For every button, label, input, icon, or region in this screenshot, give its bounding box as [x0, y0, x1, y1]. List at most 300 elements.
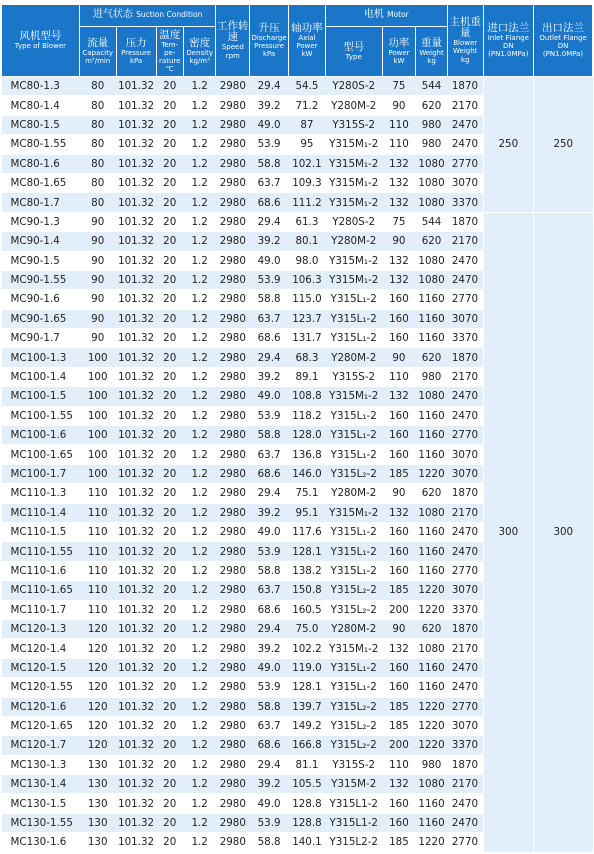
- cell-axial-power: 68.3: [289, 348, 326, 367]
- cell-motor-type: Y315S-2: [325, 367, 382, 386]
- cell-capacity: 100: [79, 367, 116, 386]
- cell-motor-type: Y315L₁-2: [325, 678, 382, 697]
- cell-speed: 2980: [216, 406, 250, 425]
- cell-blower-weight: 2470: [447, 542, 483, 561]
- cell-motor-type: Y315L₁-2: [325, 426, 382, 445]
- cell-axial-power: 108.8: [289, 387, 326, 406]
- cell-temperature: 20: [156, 678, 183, 697]
- cell-speed: 2980: [216, 232, 250, 251]
- cell-axial-power: 102.1: [289, 154, 326, 173]
- cell-motor-power: 160: [382, 794, 416, 813]
- cell-pressure: 101.32: [116, 678, 156, 697]
- cell-density: 1.2: [183, 96, 216, 115]
- cell-axial-power: 102.2: [289, 639, 326, 658]
- cell-motor-type: Y280M-2: [325, 348, 382, 367]
- cell-discharge-pressure: 53.9: [250, 678, 289, 697]
- cell-motor-type: Y280S-2: [325, 77, 382, 96]
- cell-model: MC120-1.65: [2, 716, 80, 735]
- cell-motor-weight: 980: [416, 135, 448, 154]
- cell-speed: 2980: [216, 794, 250, 813]
- cell-density: 1.2: [183, 77, 216, 96]
- cell-motor-weight: 1160: [416, 813, 448, 832]
- header-temperature: 温度 Tem-pe-rature ℃: [156, 27, 183, 77]
- cell-pressure: 101.32: [116, 348, 156, 367]
- cell-pressure: 101.32: [116, 309, 156, 328]
- cell-density: 1.2: [183, 232, 216, 251]
- cell-blower-weight: 3070: [447, 445, 483, 464]
- cell-pressure: 101.32: [116, 232, 156, 251]
- cell-density: 1.2: [183, 658, 216, 677]
- cell-blower-weight: 3370: [447, 736, 483, 755]
- cell-speed: 2980: [216, 755, 250, 774]
- cell-model: MC120-1.6: [2, 697, 80, 716]
- cell-axial-power: 98.0: [289, 251, 326, 270]
- cell-motor-power: 185: [382, 464, 416, 483]
- cell-motor-power: 160: [382, 678, 416, 697]
- cell-pressure: 101.32: [116, 251, 156, 270]
- cell-speed: 2980: [216, 716, 250, 735]
- cell-discharge-pressure: 63.7: [250, 173, 289, 192]
- cell-pressure: 101.32: [116, 290, 156, 309]
- cell-speed: 2980: [216, 329, 250, 348]
- cell-temperature: 20: [156, 697, 183, 716]
- cell-temperature: 20: [156, 290, 183, 309]
- cell-motor-type: Y315L₂-2: [325, 716, 382, 735]
- cell-motor-power: 90: [382, 232, 416, 251]
- cell-motor-power: 160: [382, 542, 416, 561]
- cell-model: MC90-1.4: [2, 232, 80, 251]
- cell-blower-weight: 3070: [447, 464, 483, 483]
- inlet-flange-dn: 300: [483, 212, 533, 852]
- header-discharge-pressure: 升压 Discharge Pressure kPa: [250, 5, 289, 77]
- cell-capacity: 100: [79, 426, 116, 445]
- cell-axial-power: 140.1: [289, 833, 326, 852]
- cell-temperature: 20: [156, 833, 183, 852]
- cell-model: MC120-1.7: [2, 736, 80, 755]
- cell-capacity: 110: [79, 503, 116, 522]
- cell-density: 1.2: [183, 309, 216, 328]
- cell-pressure: 101.32: [116, 775, 156, 794]
- cell-axial-power: 166.8: [289, 736, 326, 755]
- cell-temperature: 20: [156, 232, 183, 251]
- cell-capacity: 90: [79, 329, 116, 348]
- cell-density: 1.2: [183, 115, 216, 134]
- cell-model: MC90-1.65: [2, 309, 80, 328]
- cell-density: 1.2: [183, 348, 216, 367]
- cell-model: MC130-1.55: [2, 813, 80, 832]
- cell-temperature: 20: [156, 387, 183, 406]
- cell-temperature: 20: [156, 581, 183, 600]
- cell-speed: 2980: [216, 639, 250, 658]
- cell-temperature: 20: [156, 348, 183, 367]
- cell-density: 1.2: [183, 813, 216, 832]
- cell-density: 1.2: [183, 445, 216, 464]
- cell-temperature: 20: [156, 619, 183, 638]
- cell-density: 1.2: [183, 542, 216, 561]
- cell-motor-power: 200: [382, 600, 416, 619]
- cell-motor-type: Y315L₂-2: [325, 581, 382, 600]
- cell-axial-power: 80.1: [289, 232, 326, 251]
- cell-motor-weight: 1160: [416, 426, 448, 445]
- cell-motor-type: Y315L₂-2: [325, 697, 382, 716]
- cell-blower-weight: 2470: [447, 794, 483, 813]
- cell-blower-weight: 2770: [447, 697, 483, 716]
- cell-model: MC110-1.55: [2, 542, 80, 561]
- cell-axial-power: 61.3: [289, 212, 326, 231]
- cell-temperature: 20: [156, 135, 183, 154]
- cell-density: 1.2: [183, 154, 216, 173]
- cell-capacity: 130: [79, 755, 116, 774]
- cell-motor-power: 110: [382, 115, 416, 134]
- cell-pressure: 101.32: [116, 329, 156, 348]
- cell-discharge-pressure: 58.8: [250, 426, 289, 445]
- cell-speed: 2980: [216, 96, 250, 115]
- cell-discharge-pressure: 49.0: [250, 522, 289, 541]
- cell-discharge-pressure: 29.4: [250, 619, 289, 638]
- cell-discharge-pressure: 29.4: [250, 77, 289, 96]
- cell-motor-power: 200: [382, 736, 416, 755]
- cell-motor-power: 160: [382, 329, 416, 348]
- cell-motor-power: 132: [382, 775, 416, 794]
- cell-blower-weight: 2170: [447, 639, 483, 658]
- cell-motor-weight: 620: [416, 96, 448, 115]
- cell-motor-power: 185: [382, 697, 416, 716]
- cell-motor-power: 132: [382, 639, 416, 658]
- cell-capacity: 100: [79, 406, 116, 425]
- cell-density: 1.2: [183, 135, 216, 154]
- cell-motor-weight: 1160: [416, 658, 448, 677]
- cell-motor-type: Y280M-2: [325, 232, 382, 251]
- cell-motor-weight: 1160: [416, 406, 448, 425]
- cell-discharge-pressure: 68.6: [250, 600, 289, 619]
- cell-temperature: 20: [156, 251, 183, 270]
- cell-speed: 2980: [216, 193, 250, 212]
- cell-density: 1.2: [183, 464, 216, 483]
- cell-density: 1.2: [183, 367, 216, 386]
- cell-pressure: 101.32: [116, 212, 156, 231]
- cell-blower-weight: 2170: [447, 96, 483, 115]
- cell-temperature: 20: [156, 755, 183, 774]
- cell-discharge-pressure: 29.4: [250, 212, 289, 231]
- cell-motor-type: Y315L₁-2: [325, 329, 382, 348]
- cell-pressure: 101.32: [116, 794, 156, 813]
- cell-axial-power: 128.8: [289, 794, 326, 813]
- cell-model: MC110-1.65: [2, 581, 80, 600]
- cell-motor-type: Y315M-2: [325, 775, 382, 794]
- cell-motor-power: 160: [382, 561, 416, 580]
- cell-capacity: 120: [79, 697, 116, 716]
- cell-discharge-pressure: 39.2: [250, 639, 289, 658]
- cell-axial-power: 149.2: [289, 716, 326, 735]
- cell-speed: 2980: [216, 135, 250, 154]
- cell-discharge-pressure: 49.0: [250, 658, 289, 677]
- cell-capacity: 90: [79, 232, 116, 251]
- cell-capacity: 100: [79, 464, 116, 483]
- cell-motor-power: 185: [382, 716, 416, 735]
- cell-temperature: 20: [156, 406, 183, 425]
- header-blower-type: 风机型号 Type of Blower: [2, 5, 80, 77]
- header-motor: 电机 Motor: [325, 5, 447, 27]
- cell-model: MC80-1.65: [2, 173, 80, 192]
- cell-blower-weight: 2470: [447, 387, 483, 406]
- cell-discharge-pressure: 63.7: [250, 581, 289, 600]
- cell-capacity: 120: [79, 716, 116, 735]
- cell-axial-power: 87: [289, 115, 326, 134]
- cell-axial-power: 139.7: [289, 697, 326, 716]
- cell-motor-power: 90: [382, 484, 416, 503]
- cell-capacity: 80: [79, 173, 116, 192]
- cell-density: 1.2: [183, 503, 216, 522]
- cell-speed: 2980: [216, 154, 250, 173]
- cell-density: 1.2: [183, 387, 216, 406]
- cell-density: 1.2: [183, 755, 216, 774]
- cell-axial-power: 106.3: [289, 270, 326, 289]
- cell-axial-power: 109.3: [289, 173, 326, 192]
- cell-motor-power: 160: [382, 658, 416, 677]
- cell-speed: 2980: [216, 619, 250, 638]
- cell-motor-power: 132: [382, 270, 416, 289]
- cell-motor-type: Y315M₁-2: [325, 154, 382, 173]
- cell-capacity: 80: [79, 96, 116, 115]
- cell-density: 1.2: [183, 290, 216, 309]
- cell-blower-weight: 3370: [447, 193, 483, 212]
- cell-discharge-pressure: 29.4: [250, 484, 289, 503]
- cell-discharge-pressure: 63.7: [250, 716, 289, 735]
- cell-density: 1.2: [183, 678, 216, 697]
- cell-blower-weight: 1870: [447, 348, 483, 367]
- cell-discharge-pressure: 53.9: [250, 270, 289, 289]
- cell-axial-power: 128.8: [289, 813, 326, 832]
- cell-motor-weight: 620: [416, 484, 448, 503]
- cell-model: MC80-1.4: [2, 96, 80, 115]
- cell-temperature: 20: [156, 658, 183, 677]
- cell-capacity: 120: [79, 678, 116, 697]
- cell-model: MC80-1.55: [2, 135, 80, 154]
- cell-density: 1.2: [183, 212, 216, 231]
- cell-speed: 2980: [216, 426, 250, 445]
- cell-motor-weight: 1160: [416, 329, 448, 348]
- cell-discharge-pressure: 39.2: [250, 367, 289, 386]
- cell-blower-weight: 3370: [447, 600, 483, 619]
- cell-motor-power: 110: [382, 367, 416, 386]
- cell-motor-weight: 1160: [416, 522, 448, 541]
- cell-speed: 2980: [216, 348, 250, 367]
- cell-motor-type: Y315M₁-2: [325, 173, 382, 192]
- cell-temperature: 20: [156, 522, 183, 541]
- cell-discharge-pressure: 58.8: [250, 833, 289, 852]
- cell-motor-weight: 1080: [416, 387, 448, 406]
- cell-temperature: 20: [156, 173, 183, 192]
- cell-speed: 2980: [216, 387, 250, 406]
- cell-model: MC120-1.4: [2, 639, 80, 658]
- cell-motor-weight: 1160: [416, 290, 448, 309]
- cell-motor-type: Y315L1-2: [325, 813, 382, 832]
- cell-density: 1.2: [183, 600, 216, 619]
- cell-pressure: 101.32: [116, 387, 156, 406]
- header-capacity: 流量 Capacity m³/min: [79, 27, 116, 77]
- cell-pressure: 101.32: [116, 173, 156, 192]
- cell-temperature: 20: [156, 736, 183, 755]
- cell-motor-weight: 1220: [416, 581, 448, 600]
- cell-capacity: 90: [79, 309, 116, 328]
- cell-temperature: 20: [156, 77, 183, 96]
- cell-blower-weight: 2170: [447, 775, 483, 794]
- cell-motor-power: 132: [382, 387, 416, 406]
- cell-motor-power: 160: [382, 290, 416, 309]
- cell-motor-power: 160: [382, 813, 416, 832]
- cell-motor-type: Y280M-2: [325, 619, 382, 638]
- cell-motor-weight: 1160: [416, 445, 448, 464]
- cell-density: 1.2: [183, 833, 216, 852]
- cell-motor-power: 90: [382, 619, 416, 638]
- cell-motor-type: Y315S-2: [325, 755, 382, 774]
- cell-pressure: 101.32: [116, 639, 156, 658]
- cell-temperature: 20: [156, 329, 183, 348]
- cell-blower-weight: 3370: [447, 329, 483, 348]
- cell-capacity: 110: [79, 522, 116, 541]
- cell-pressure: 101.32: [116, 484, 156, 503]
- cell-speed: 2980: [216, 173, 250, 192]
- inlet-flange-dn: 250: [483, 77, 533, 213]
- cell-speed: 2980: [216, 77, 250, 96]
- cell-motor-weight: 1160: [416, 794, 448, 813]
- cell-motor-weight: 544: [416, 212, 448, 231]
- cell-capacity: 110: [79, 581, 116, 600]
- cell-temperature: 20: [156, 464, 183, 483]
- cell-pressure: 101.32: [116, 154, 156, 173]
- cell-motor-weight: 544: [416, 77, 448, 96]
- cell-speed: 2980: [216, 678, 250, 697]
- cell-temperature: 20: [156, 639, 183, 658]
- cell-motor-type: Y315L₁-2: [325, 445, 382, 464]
- cell-motor-type: Y315L₁-2: [325, 658, 382, 677]
- header-motor-power: 功率 Power kW: [382, 27, 416, 77]
- cell-capacity: 120: [79, 658, 116, 677]
- cell-density: 1.2: [183, 484, 216, 503]
- header-pressure: 压力 Pressure kPa: [116, 27, 156, 77]
- cell-motor-weight: 620: [416, 348, 448, 367]
- cell-motor-weight: 1160: [416, 561, 448, 580]
- cell-motor-weight: 1080: [416, 193, 448, 212]
- cell-model: MC90-1.6: [2, 290, 80, 309]
- cell-density: 1.2: [183, 426, 216, 445]
- cell-axial-power: 81.1: [289, 755, 326, 774]
- cell-motor-weight: 1220: [416, 697, 448, 716]
- cell-speed: 2980: [216, 445, 250, 464]
- cell-motor-weight: 980: [416, 115, 448, 134]
- cell-pressure: 101.32: [116, 367, 156, 386]
- cell-discharge-pressure: 49.0: [250, 794, 289, 813]
- cell-axial-power: 160.5: [289, 600, 326, 619]
- cell-speed: 2980: [216, 581, 250, 600]
- cell-model: MC90-1.5: [2, 251, 80, 270]
- header-motor-weight: 重量 Weight kg: [416, 27, 448, 77]
- cell-capacity: 90: [79, 290, 116, 309]
- cell-motor-type: Y315L₁-2: [325, 406, 382, 425]
- cell-motor-weight: 1080: [416, 775, 448, 794]
- cell-motor-power: 132: [382, 154, 416, 173]
- cell-motor-weight: 1220: [416, 833, 448, 852]
- cell-motor-type: Y315M₁-2: [325, 503, 382, 522]
- cell-capacity: 130: [79, 813, 116, 832]
- cell-temperature: 20: [156, 813, 183, 832]
- cell-motor-type: Y315L1-2: [325, 794, 382, 813]
- cell-axial-power: 111.2: [289, 193, 326, 212]
- cell-speed: 2980: [216, 367, 250, 386]
- cell-axial-power: 146.0: [289, 464, 326, 483]
- cell-pressure: 101.32: [116, 270, 156, 289]
- cell-pressure: 101.32: [116, 697, 156, 716]
- cell-axial-power: 128.1: [289, 542, 326, 561]
- cell-motor-power: 132: [382, 503, 416, 522]
- cell-blower-weight: 3070: [447, 309, 483, 328]
- spec-table-body: [2, 77, 593, 853]
- cell-density: 1.2: [183, 251, 216, 270]
- cell-motor-power: 75: [382, 212, 416, 231]
- cell-model: MC130-1.3: [2, 755, 80, 774]
- cell-axial-power: 131.7: [289, 329, 326, 348]
- cell-motor-weight: 620: [416, 619, 448, 638]
- cell-model: MC80-1.3: [2, 77, 80, 96]
- cell-speed: 2980: [216, 600, 250, 619]
- cell-speed: 2980: [216, 290, 250, 309]
- cell-pressure: 101.32: [116, 135, 156, 154]
- cell-capacity: 80: [79, 154, 116, 173]
- cell-axial-power: 123.7: [289, 309, 326, 328]
- cell-motor-weight: 1160: [416, 309, 448, 328]
- cell-motor-type: Y315L₂-2: [325, 736, 382, 755]
- cell-pressure: 101.32: [116, 813, 156, 832]
- cell-discharge-pressure: 58.8: [250, 290, 289, 309]
- cell-temperature: 20: [156, 542, 183, 561]
- cell-motor-type: Y315L2-2: [325, 833, 382, 852]
- cell-axial-power: 54.5: [289, 77, 326, 96]
- cell-speed: 2980: [216, 522, 250, 541]
- cell-temperature: 20: [156, 426, 183, 445]
- cell-blower-weight: 2470: [447, 813, 483, 832]
- cell-capacity: 120: [79, 619, 116, 638]
- cell-axial-power: 71.2: [289, 96, 326, 115]
- cell-axial-power: 128.0: [289, 426, 326, 445]
- cell-axial-power: 89.1: [289, 367, 326, 386]
- cell-model: MC80-1.7: [2, 193, 80, 212]
- cell-density: 1.2: [183, 193, 216, 212]
- cell-blower-weight: 3070: [447, 581, 483, 600]
- cell-capacity: 120: [79, 736, 116, 755]
- cell-blower-weight: 3070: [447, 173, 483, 192]
- cell-capacity: 80: [79, 135, 116, 154]
- cell-capacity: 100: [79, 387, 116, 406]
- cell-discharge-pressure: 53.9: [250, 542, 289, 561]
- cell-speed: 2980: [216, 561, 250, 580]
- cell-motor-power: 185: [382, 833, 416, 852]
- cell-pressure: 101.32: [116, 736, 156, 755]
- cell-density: 1.2: [183, 561, 216, 580]
- cell-discharge-pressure: 29.4: [250, 755, 289, 774]
- cell-motor-power: 132: [382, 173, 416, 192]
- cell-motor-power: 110: [382, 755, 416, 774]
- cell-speed: 2980: [216, 484, 250, 503]
- table-row: [2, 77, 593, 96]
- cell-model: MC110-1.7: [2, 600, 80, 619]
- cell-speed: 2980: [216, 658, 250, 677]
- cell-speed: 2980: [216, 813, 250, 832]
- cell-motor-power: 160: [382, 522, 416, 541]
- cell-axial-power: 136.8: [289, 445, 326, 464]
- cell-blower-weight: 1870: [447, 755, 483, 774]
- cell-model: MC90-1.3: [2, 212, 80, 231]
- cell-model: MC100-1.5: [2, 387, 80, 406]
